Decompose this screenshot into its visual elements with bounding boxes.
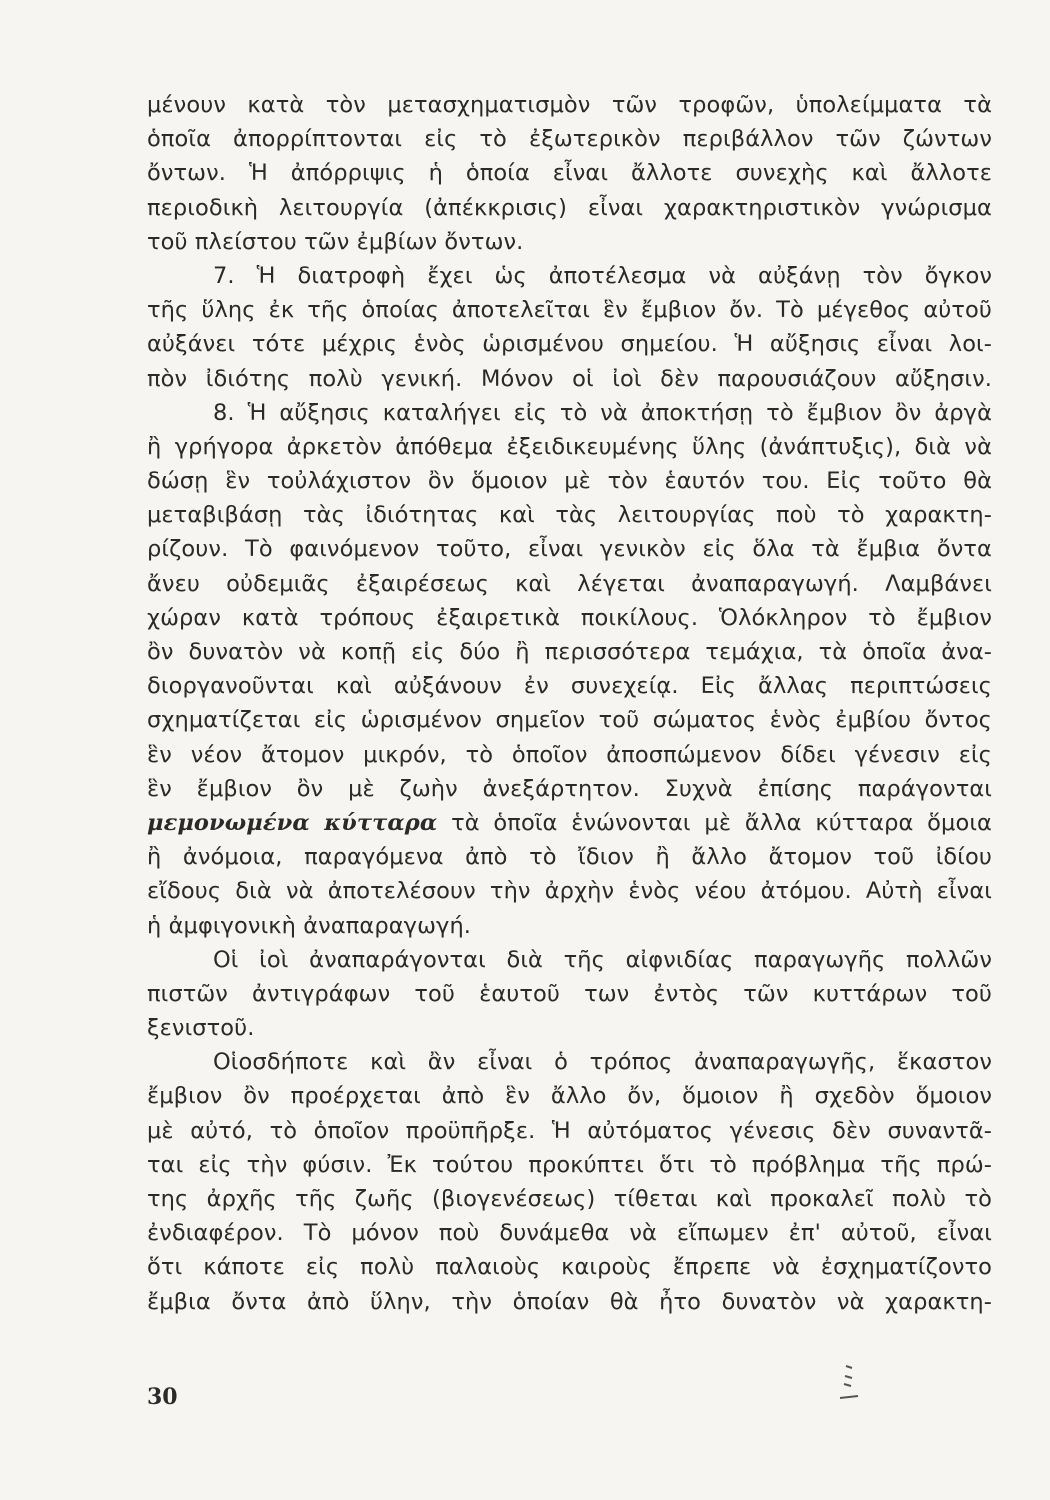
paragraph-1 <box>147 88 992 259</box>
text-line: περιοδικὴ λειτουργία (ἀπέκκρισις) εἶναι χαρακτηριστικὸν γνώρισμα <box>147 194 992 221</box>
paragraph-5 <box>147 1045 992 1319</box>
text-line: μένουν κατὰ τὸν μετασχηματισμὸν τῶν τροφῶν, ὑπολείμματα τὰ <box>147 92 992 118</box>
text-line: ξενιστοῦ. <box>147 1015 255 1042</box>
text-line: μὲ αὐτό, τὸ ὁποῖον προϋπῆρξε. Ἡ αὐτόματος γένεσις δὲν συναντᾶ- <box>147 1117 992 1144</box>
page-number: 30 <box>147 1384 178 1410</box>
paragraph-2 <box>147 259 992 396</box>
paragraph-3 <box>147 396 992 943</box>
text-line: χώραν κατὰ τρόπους ἐξαιρετικὰ ποικίλους. Ὁλόκληρον τὸ ἔμβιον <box>147 604 992 631</box>
text-line: μεταβιβάσῃ τὰς ἰδιότητας καὶ τὰς λειτουργίας ποὺ τὸ χαρακτη- <box>147 502 992 529</box>
margin-pencil-mark-icon <box>832 1362 864 1402</box>
text-line: σχηματίζεται εἰς ὡρισμένον σημεῖον τοῦ σώματος ἑνὸς ἐμβίου ὄντος <box>147 707 992 734</box>
text-line: ἡ ἀμφιγονικὴ ἀναπαραγωγή. <box>147 912 472 939</box>
text-line: ἔμβιον ὂν προέρχεται ἀπὸ ἓν ἄλλο ὄν, ὅμοιον ἢ σχεδὸν ὅμοιον <box>147 1083 992 1110</box>
text-line: ἢ γρήγορα ἀρκετὸν ἀπόθεμα ἐξειδικευμένης ὕλης (ἀνάπτυξις), διὰ νὰ <box>147 433 992 460</box>
text-line: ρίζουν. Τὸ φαινόμενον τοῦτο, εἶναι γενικὸν εἰς ὅλα τὰ ἔμβια ὄντα <box>147 536 992 563</box>
page-body <box>147 88 992 1319</box>
text-line-with-bold <box>147 806 992 840</box>
text-line: πιστῶν ἀντιγράφων τοῦ ἑαυτοῦ των ἐντὸς τῶν κυττάρων τοῦ <box>147 980 992 1007</box>
text-line: δώσῃ ἓν τοὐλάχιστον ὂν ὅμοιον μὲ τὸν ἑαυτόν του. Εἰς τοῦτο θὰ <box>147 468 992 495</box>
text-line: ἔμβια ὄντα ἀπὸ ὕλην, τὴν ὁποίαν θὰ ἦτο δυνατὸν νὰ χαρακτη- <box>147 1288 992 1315</box>
text-line: διοργανοῦνται καὶ αὐξάνουν ἐν συνεχείᾳ. Εἰς ἄλλας περιπτώσεις <box>147 673 992 700</box>
text-line: Οἱ ἰοὶ ἀναπαράγονται διὰ τῆς αἰφνιδίας παραγωγῆς πολλῶν <box>213 946 992 973</box>
text-line: εἴδους διὰ νὰ ἀποτελέσουν τὴν ἀρχὴν ἑνὸς νέου ἀτόμου. Αὐτὴ εἶναι <box>147 878 992 905</box>
text-line: ὂν δυνατὸν νὰ κοπῇ εἰς δύο ἢ περισσότερα τεμάχια, τὰ ὁποῖα ἀνα- <box>147 639 992 665</box>
text-line: ὁποῖα ἀπορρίπτονται εἰς τὸ ἐξωτερικὸν περιβάλλον τῶν ζώντων <box>147 126 992 153</box>
text-fragment: τὰ ὁποῖα ἑνώνονται μὲ ἄλλα κύτταρα ὅμοια <box>451 809 992 836</box>
paragraph-4 <box>147 943 992 1046</box>
text-line: ἄνευ οὐδεμιᾶς ἐξαιρέσεως καὶ λέγεται ἀναπαραγωγή. Λαμβάνει <box>147 570 992 597</box>
text-line: ἓν ἔμβιον ὂν μὲ ζωὴν ἀνεξάρτητον. Συχνὰ ἐπίσης παράγονται <box>147 775 992 802</box>
text-line: ται εἰς τὴν φύσιν. Ἐκ τούτου προκύπτει ὅτι τὸ πρόβλημα τῆς πρώ- <box>147 1151 992 1178</box>
text-line: ὅτι κάποτε εἰς πολὺ παλαιοὺς καιροὺς ἔπρεπε νὰ ἐσχηματίζοντο <box>147 1254 992 1281</box>
text-line: 8. Ἡ αὔξησις καταλήγει εἰς τὸ νὰ ἀποκτήσῃ τὸ ἔμβιον ὂν ἀργὰ <box>213 399 992 426</box>
text-line: ἓν νέον ἄτομον μικρόν, τὸ ὁποῖον ἀποσπώμενον δίδει γένεσιν εἰς <box>147 741 992 768</box>
text-line: τοῦ πλείστου τῶν ἐμβίων ὄντων. <box>147 228 524 255</box>
text-line: ἐνδιαφέρον. Τὸ μόνον ποὺ δυνάμεθα νὰ εἴπωμεν ἐπ' αὐτοῦ, εἶναι <box>147 1220 992 1247</box>
text-line: αὐξάνει τότε μέχρις ἑνὸς ὡρισμένου σημείου. Ἡ αὔξησις εἶναι λοι- <box>147 331 992 358</box>
text-line: ὄντων. Ἡ ἀπόρριψις ἡ ὁποία εἶναι ἄλλοτε συνεχὴς καὶ ἄλλοτε <box>147 160 992 187</box>
text-line: Οἱοσδήποτε καὶ ἂν εἶναι ὁ τρόπος ἀναπαραγωγῆς, ἕκαστον <box>213 1049 992 1076</box>
text-line: τῆς ὕλης ἐκ τῆς ὁποίας ἀποτελεῖται ἓν ἔμβιον ὄν. Τὸ μέγεθος αὐτοῦ <box>147 297 992 324</box>
text-line: 7. Ἡ διατροφὴ ἔχει ὡς ἀποτέλεσμα νὰ αὐξάνῃ τὸν ὄγκον <box>213 262 992 289</box>
text-line: ἢ ἀνόμοια, παραγόμενα ἀπὸ τὸ ἴδιον ἢ ἄλλο ἄτομον τοῦ ἰδίου <box>147 844 992 871</box>
text-line: της ἀρχῆς τῆς ζωῆς (βιογενέσεως) τίθεται καὶ προκαλεῖ πολὺ τὸ <box>147 1186 992 1212</box>
text-line: πὸν ἰδιότης πολὺ γενική. Μόνον οἱ ἰοὶ δὲν παρουσιάζουν αὔξησιν. <box>147 365 992 392</box>
bold-term: μεμονωμένα κύτταρα <box>147 809 438 836</box>
